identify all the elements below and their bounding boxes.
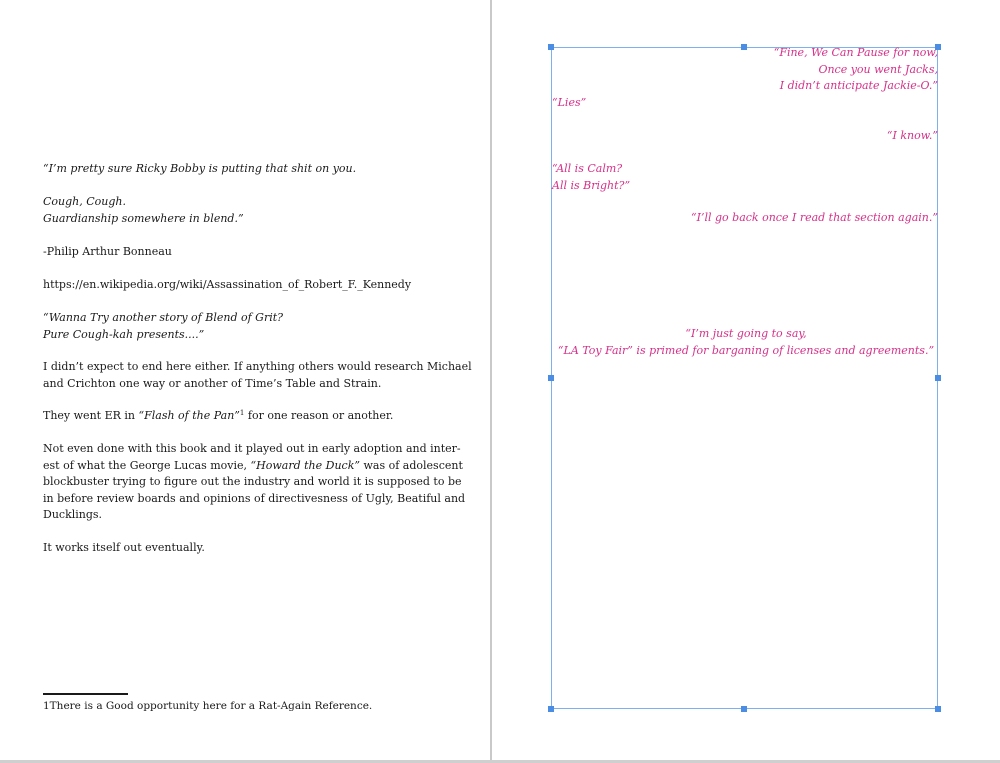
paragraph-line: It works itself out eventually. (43, 541, 205, 554)
quote-cough[interactable] (43, 194, 428, 227)
quote-line: Guardianship somewhere in blend.” (43, 211, 244, 225)
paragraph-line: and Crichton one way or another of Time’s Table and Strain. (43, 376, 382, 390)
paragraph-crichton[interactable] (43, 359, 472, 392)
text-run: was of adolescent (360, 458, 463, 472)
quote-la-toy-fair[interactable] (551, 326, 941, 359)
paragraph-line: Ducklings. (43, 508, 103, 521)
attribution-text: -Philip Arthur Bonneau (43, 245, 172, 258)
quote-line: “Fine, We Can Pause for now, (773, 46, 938, 59)
resize-handle-bottom-left[interactable] (548, 706, 554, 712)
quote-blend-of-grit[interactable] (43, 310, 428, 343)
text-run: est of what the George Lucas movie, (43, 458, 251, 472)
paragraph-line: Not even done with this book and it played out in early adoption and inter- (43, 442, 461, 455)
quote-line: Pure Cough-kah presents....” (43, 327, 205, 341)
quote-lies[interactable] (552, 95, 586, 112)
paragraph-eventually[interactable] (43, 540, 428, 557)
paragraph-line (43, 458, 463, 475)
quote-line: All is Bright?” (552, 178, 631, 192)
quote-line: “All is Calm? (552, 162, 623, 175)
quote-line: Cough, Cough. (43, 195, 126, 208)
quote-line: “I’m pretty sure Ricky Bobby is putting that shit on you. (43, 162, 357, 175)
footnote-text[interactable]: 1There is a Good opportunity here for a Rat-Again Reference. (43, 700, 373, 712)
paragraph-line: in before review boards and opinions of directivesness of Ugly, Beatiful and (43, 491, 466, 505)
quote-ricky-bobby[interactable] (43, 161, 428, 178)
footnote-marker[interactable]: 1 (239, 409, 245, 417)
quote-line: “Wanna Try another story of Blend of Grit? (43, 311, 284, 324)
title-flash-of-the-pan: “Flash of the Pan” (138, 409, 240, 422)
quote-fine-pause[interactable] (774, 45, 938, 95)
text-run: for one reason or another. (244, 409, 394, 422)
title-howard-the-duck: “Howard the Duck” (250, 458, 360, 472)
paragraph-howard-the-duck[interactable] (43, 441, 466, 524)
quote-line: I didn’t anticipate Jackie-O.” (779, 79, 938, 92)
attribution[interactable] (43, 244, 428, 261)
url-text: https://en.wikipedia.org/wiki/Assassination_of_Robert_F._Kennedy (43, 278, 412, 291)
paragraph-flash-of-the-pan[interactable] (43, 408, 428, 425)
paragraph-line (43, 408, 428, 425)
paragraph-line: I didn’t expect to end here either. If anything others would research Michael (43, 360, 472, 373)
quote-line: “I’ll go back once I read that section again.” (691, 211, 938, 224)
quote-line: Once you went Jacks, (818, 62, 938, 76)
quote-line: “I’m just going to say, (685, 327, 807, 340)
footnote-separator (43, 693, 128, 695)
resize-handle-middle-left[interactable] (548, 375, 554, 381)
quote-i-know[interactable] (887, 128, 938, 145)
resize-handle-bottom-right[interactable] (935, 706, 941, 712)
resize-handle-top-left[interactable] (548, 44, 554, 50)
quote-line: “Lies” (552, 96, 587, 109)
url-line[interactable] (43, 277, 428, 294)
resize-handle-bottom-middle[interactable] (741, 706, 747, 712)
quote-all-is-calm[interactable] (552, 161, 630, 194)
resize-handle-middle-right[interactable] (935, 375, 941, 381)
selected-text-frame[interactable] (551, 47, 938, 709)
quote-line: “LA Toy Fair” is primed for barganing of licenses and agreements.” (557, 343, 935, 357)
resize-handle-top-middle[interactable] (741, 44, 747, 50)
quote-go-back[interactable] (691, 210, 938, 227)
quote-line: “I know.” (886, 129, 938, 142)
paragraph-line: blockbuster trying to figure out the industry and world it is supposed to be (43, 475, 462, 488)
text-run: They went ER in (43, 409, 139, 422)
